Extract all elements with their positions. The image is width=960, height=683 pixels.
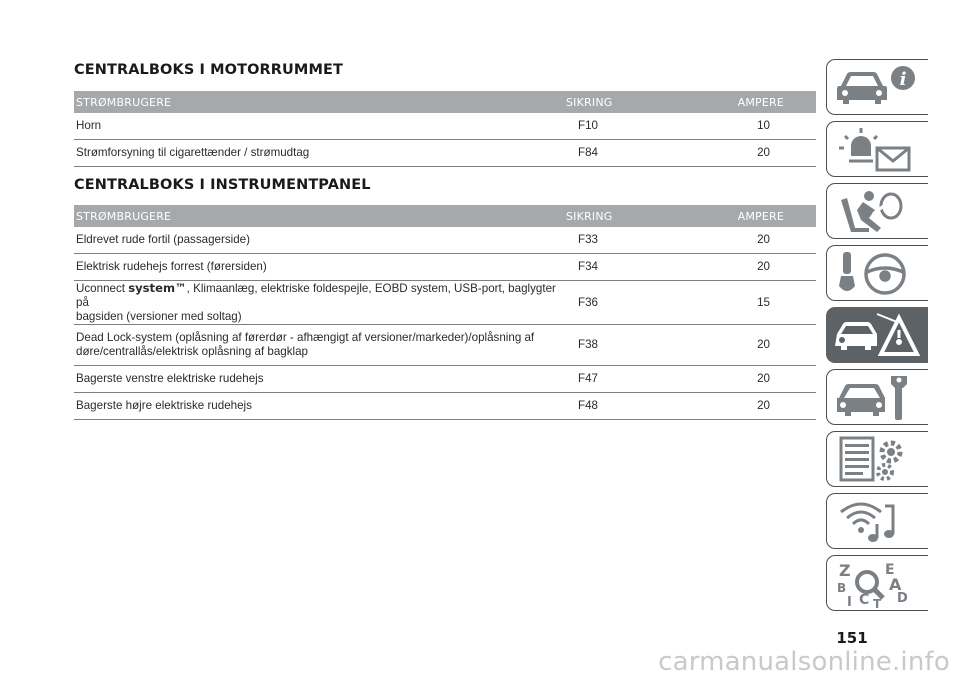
svg-text:D: D — [897, 591, 908, 606]
cell-user-line1-rest: , Klimaanlæg, elektriske foldespejle, EOBD system, USB-port, baglygter på — [76, 282, 556, 309]
cell-ampere: 20 — [698, 227, 816, 254]
cell-fuse: F33 — [566, 227, 698, 254]
car-warning-triangle-icon — [833, 312, 921, 360]
tab-multimedia[interactable] — [826, 493, 928, 549]
cell-user: Horn — [74, 113, 566, 140]
table-row — [74, 227, 816, 254]
section-title-dashboard: CENTRALBOKS I INSTRUMENTPANEL — [74, 177, 371, 193]
table-row — [74, 393, 816, 420]
cell-fuse: F38 — [566, 325, 698, 366]
cell-user-line2: døre/centrallås/elektrisk oplåsning af bagklap — [76, 345, 308, 358]
tab-emergency[interactable] — [826, 307, 928, 363]
cell-fuse: F84 — [566, 140, 698, 167]
cell-fuse: F48 — [566, 393, 698, 420]
cell-user: Strømforsyning til cigarettænder / strømudtag — [74, 140, 566, 167]
cell-ampere: 20 — [698, 254, 816, 281]
airbag-seat-icon — [833, 188, 921, 236]
svg-text:E: E — [885, 562, 895, 578]
fuse-table-engine — [74, 91, 816, 167]
svg-text:A: A — [889, 575, 902, 594]
cell-fuse: F47 — [566, 366, 698, 393]
car-tools-icon — [833, 374, 921, 422]
svg-text:B: B — [837, 581, 847, 595]
svg-text:Z: Z — [839, 561, 851, 580]
cell-user-bold: system™ — [128, 281, 187, 295]
table-row — [74, 281, 816, 325]
cell-user: Bagerste venstre elektriske rudehejs — [74, 366, 566, 393]
svg-text:i: i — [899, 69, 907, 90]
table-row — [74, 325, 816, 366]
table-row — [74, 140, 816, 167]
svg-text:I: I — [847, 595, 852, 608]
tab-maintenance[interactable] — [826, 369, 928, 425]
table-header-row — [74, 205, 816, 227]
cell-user — [74, 281, 566, 325]
page-number: 151 — [836, 629, 868, 647]
tab-safety[interactable] — [826, 183, 928, 239]
cell-user: Eldrevet rude fortil (passagerside) — [74, 227, 566, 254]
tab-starting-driving[interactable] — [826, 245, 928, 301]
warning-lights-message-icon — [833, 126, 921, 174]
fuse-table-dashboard — [74, 205, 816, 420]
section-title-engine: CENTRALBOKS I MOTORRUMMET — [74, 62, 343, 78]
specifications-gear-icon — [833, 436, 921, 484]
svg-text:C: C — [859, 592, 870, 608]
cell-user — [74, 325, 566, 366]
cell-ampere: 20 — [698, 140, 816, 167]
column-header-ampere: AMPERE — [698, 91, 816, 113]
tab-car-info[interactable] — [826, 59, 928, 115]
cell-user-prefix: Uconnect — [76, 282, 129, 295]
column-header-ampere: AMPERE — [698, 205, 816, 227]
table-row — [74, 366, 816, 393]
tab-warning-lights[interactable] — [826, 121, 928, 177]
cell-user: Bagerste højre elektriske rudehejs — [74, 393, 566, 420]
table-header-row — [74, 91, 816, 113]
cell-user-line2: bagsiden (versioner med soltag) — [76, 310, 242, 323]
table-row — [74, 254, 816, 281]
cell-fuse: F34 — [566, 254, 698, 281]
watermark: carmanualsonline.info — [658, 647, 950, 677]
cell-user: Elektrisk rudehejs forrest (førersiden) — [74, 254, 566, 281]
cell-user-line1: Dead Lock-system (oplåsning af førerdør - afhængigt af versioner/markeder)/oplåsning af — [76, 331, 535, 344]
cell-fuse: F36 — [566, 281, 698, 325]
table-row — [74, 113, 816, 140]
column-header-fuse: SIKRING — [566, 91, 698, 113]
cell-ampere: 20 — [698, 366, 816, 393]
column-header-fuse: SIKRING — [566, 205, 698, 227]
cell-ampere: 10 — [698, 113, 816, 140]
cell-fuse: F10 — [566, 113, 698, 140]
tab-index[interactable] — [826, 555, 928, 611]
multimedia-music-icon — [833, 498, 921, 546]
cell-ampere: 20 — [698, 325, 816, 366]
svg-text:T: T — [873, 597, 882, 608]
column-header-user: STRØMBRUGERE — [74, 91, 566, 113]
alphabetical-index-icon — [833, 560, 921, 608]
car-info-icon — [833, 64, 921, 112]
column-header-user: STRØMBRUGERE — [74, 205, 566, 227]
cell-ampere: 20 — [698, 393, 816, 420]
cell-ampere: 15 — [698, 281, 816, 325]
tab-technical-data[interactable] — [826, 431, 928, 487]
key-steering-wheel-icon — [833, 250, 921, 298]
